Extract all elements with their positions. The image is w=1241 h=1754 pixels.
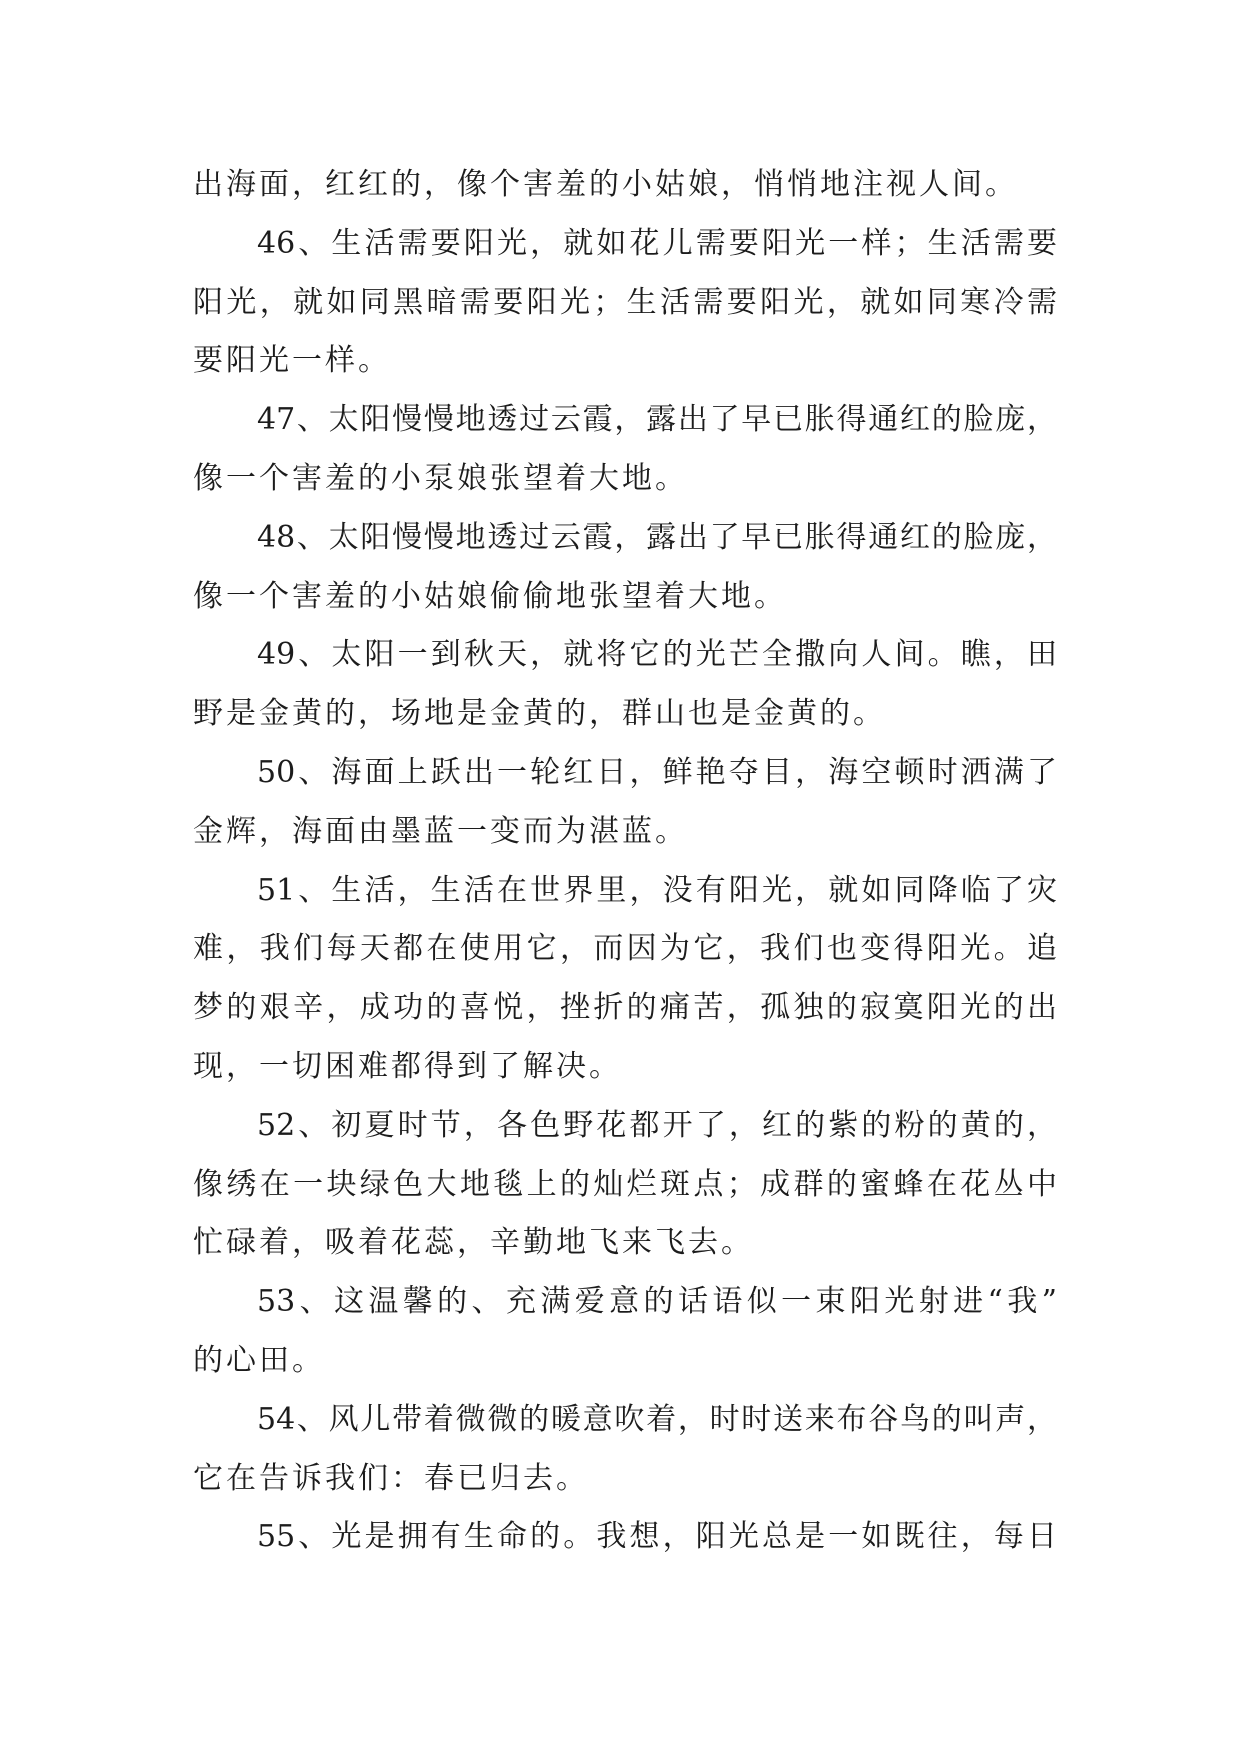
document-body [193,156,1057,1567]
text-line: 难，我们每天都在使用它，而因为它，我们也变得阳光。追 [193,931,1057,967]
text-line: 54、风儿带着微微的暖意吹着，时时送来布谷鸟的叫声， [257,1401,1057,1437]
paragraph-51 [193,862,1057,1097]
text-line: 像绣在一块绿色大地毯上的灿烂斑点；成群的蜜蜂在花丛中 [193,1166,1057,1202]
text-line: 46、生活需要阳光，就如花儿需要阳光一样；生活需要 [257,225,1057,261]
text-line: 55、光是拥有生命的。我想，阳光总是一如既往，每日 [257,1519,1057,1555]
paragraph-continued [193,156,1057,215]
paragraph-52 [193,1097,1057,1273]
text-line: 像一个害羞的小姑娘偷偷地张望着大地。 [193,578,787,614]
text-line: 的心田。 [193,1342,325,1378]
paragraph-48 [193,509,1057,627]
text-line: 像一个害羞的小泵娘张望着大地。 [193,460,688,496]
paragraph-55 [193,1508,1057,1567]
text-line: 现，一切困难都得到了解决。 [193,1048,622,1084]
text-line: 52、初夏时节，各色野花都开了，红的紫的粉的黄的， [257,1107,1057,1143]
text-line: 出海面，红红的，像个害羞的小姑娘，悄悄地注视人间。 [193,167,1018,202]
text-line: 49、太阳一到秋天，就将它的光芒全撒向人间。瞧，田 [257,637,1057,673]
paragraph-50 [193,744,1057,862]
text-line: 金辉，海面由墨蓝一变而为湛蓝。 [193,813,688,849]
text-line: 忙碌着，吸着花蕊，辛勤地飞来飞去。 [193,1225,754,1261]
paragraph-53 [193,1273,1057,1391]
text-line: 53、这温馨的、充满爱意的话语似一束阳光射进“我” [257,1284,1057,1320]
text-line: 50、海面上跃出一轮红日，鲜艳夺目，海空顿时洒满了 [257,754,1057,790]
paragraph-46 [193,215,1057,391]
paragraph-47 [193,391,1057,509]
paragraph-49 [193,626,1057,744]
text-line: 48、太阳慢慢地透过云霞，露出了早已胀得通红的脸庞， [257,519,1057,555]
text-line: 野是金黄的，场地是金黄的，群山也是金黄的。 [193,696,886,732]
text-line: 它在告诉我们：春已归去。 [193,1460,589,1496]
text-line: 阳光，就如同黑暗需要阳光；生活需要阳光，就如同寒冷需 [193,284,1057,320]
text-line: 47、太阳慢慢地透过云霞，露出了早已胀得通红的脸庞， [257,402,1057,438]
text-line: 要阳光一样。 [193,343,391,379]
text-line: 51、生活，生活在世界里，没有阳光，就如同降临了灾 [257,872,1057,908]
text-line: 梦的艰辛，成功的喜悦，挫折的痛苦，孤独的寂寞阳光的出 [193,990,1057,1026]
paragraph-54 [193,1391,1057,1509]
